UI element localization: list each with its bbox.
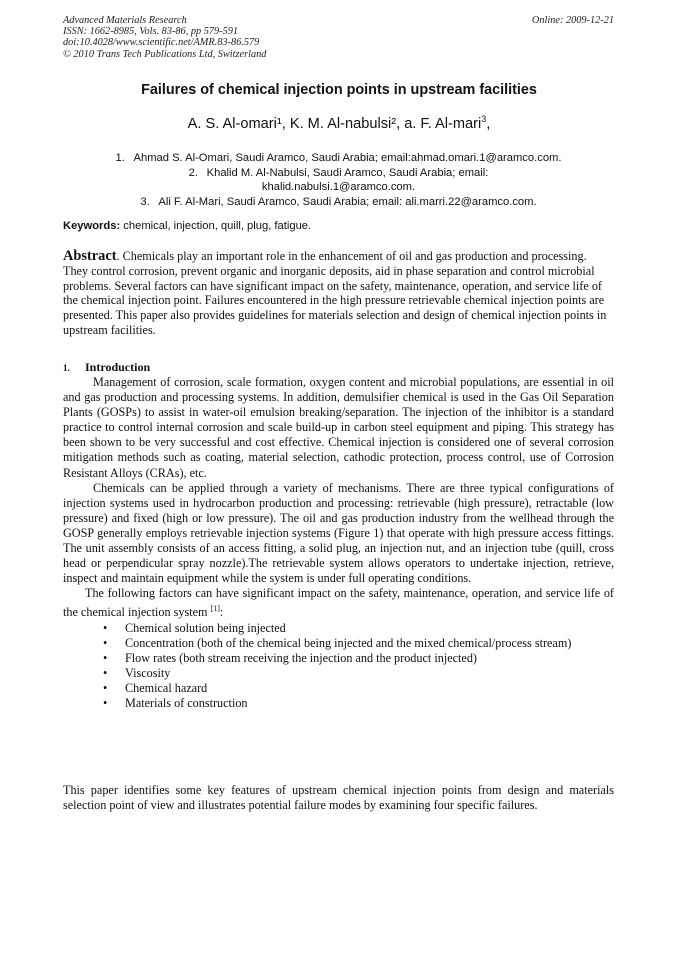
closing-paragraph: This paper identifies some key features of upstream chemical injection points from design and materials selection point of view and illustrates potential failure modes by examining four specific failures. [63,783,614,813]
author-line-end: , [486,116,491,132]
intro-paragraph-1: Management of corrosion, scale formation, oxygen content and microbial populations, are essential in oil and gas production and processing systems. In addition, demulsifier chemical is used in the Gas Oil Separation Plants (GOSPs) to assist in water-oil emulsion breaking/separation. The injection of the inhibitor is a standard practice to control internal corrosion and scale build-up in carbon steel equipment and piping. This strategy has been shown to be very successful and cost effective. Chemical injection is considered one of several corrosion mitigation methods such as coating, material selection, cathodic protection, process control, use of Corrosion Resistant Alloys (CRAs), etc. [63,375,614,480]
online-date: Online: 2009-12-21 [531,15,614,26]
list-item-text: Materials of construction [125,695,248,710]
author-3: a. F. Al-mari [404,116,482,132]
list-item [63,651,614,666]
journal-name: Advanced Materials Research [63,15,187,26]
affiliation-2-email[interactable]: khalid.nabulsi.1@aramco.com. [261,181,416,194]
reference-1[interactable]: [1] [210,604,220,614]
introduction-body [63,375,614,711]
journal-header [63,15,423,60]
keywords-text: chemical, injection, quill, plug, fatigue. [120,220,312,232]
affiliation-1 [63,151,614,166]
affiliation-3-text[interactable]: Ali F. Al-Mari, Saudi Aramco, Saudi Arabia; email: ali.marri.22@aramco.com. [158,195,537,208]
keywords-label: Keywords: [63,220,121,232]
abstract [63,249,614,338]
intro-paragraph-3-text: The following factors can have significant impact on the safety, maintenance, operation, and service life of the chemical injection system [63,586,614,620]
affiliation-3 [63,195,614,210]
affiliation-1-text[interactable]: Ahmad S. Al-Omari, Saudi Aramco, Saudi Arabia; email:ahmad.omari.1@aramco.com. [133,152,562,164]
intro-paragraph-2: Chemicals can be applied through a variety of mechanisms. There are three typical configurations of injection systems used in hydrocarbon production and processing: retrievable (high pressure), retractable (low pressure) and fixed (high or low pressure). The oil and gas production industry from the wellhead through the GOSP generally employs retrievable injection systems (Figure 1) that operate with high pressure access fittings. The unit assembly consists of an access fitting, a solid plug, an injection nut, and an injection tube (quill, cross head or perpendicular spray nozzle).The retrievable system allows operators to undertake injection, retrieve, inspect and maintain equipment while the system is under full operating conditions. [63,480,614,586]
list-item [63,666,614,681]
author-line [0,114,678,132]
affiliation-2-number: 2. [188,166,198,179]
doi-line[interactable]: doi:10.4028/www.scientific.net/AMR.83-86.579 [63,37,260,49]
list-item [63,696,614,711]
section-heading [63,360,150,375]
bullet-icon: • [103,635,108,650]
list-item-text: Flow rates (both stream receiving the injection and the product injected) [125,650,477,665]
section-number: 1. [63,363,70,373]
author-3-mark: 3 [481,114,487,124]
bullet-icon: • [103,650,108,665]
affiliation-2 [63,166,614,181]
affiliations [63,151,614,209]
abstract-text: . Chemicals play an important role in the enhancement of oil and gas production and processing. They control corrosion, prevent organic and inorganic deposits, aid in phase separation and control microbial problems. Several factors can have significant impact on the safety, maintenance, operation, and service life of the chemical injection point. Failures encountered in the high pressure retrievable chemical injection points are presented. This paper also provides guidelines for materials selection and design of chemical injection points in upstream facilities. [63,249,607,337]
list-item-text: Viscosity [125,665,171,680]
intro-paragraph-3 [63,586,614,620]
copyright-line: © 2010 Trans Tech Publications Ltd, Switzerland [63,48,267,60]
intro-paragraph-3-end: : [219,605,224,620]
bullet-icon: • [103,680,108,695]
bullet-icon: • [103,620,108,635]
factor-list [63,621,614,712]
list-item [63,681,614,696]
list-item-text: Chemical hazard [125,680,208,695]
keywords [63,220,614,232]
paper-title: Failures of chemical injection points in upstream facilities [141,82,537,98]
issn-line: ISSN: 1662-8985, Vols. 83-86, pp 579-591 [63,26,239,38]
abstract-label: Abstract [63,248,117,264]
affiliation-1-number: 1. [115,152,125,164]
author-2: K. M. Al-nabulsi², [289,116,405,132]
bullet-icon: • [103,695,108,710]
affiliation-2-text: Khalid M. Al-Nabulsi, Saudi Aramco, Saudi Arabia; email: [206,166,489,179]
author-1: A. S. Al-omari¹, [187,116,290,132]
bullet-icon: • [103,665,108,680]
section-title: Introduction [85,360,151,374]
affiliation-3-number: 3. [140,195,150,208]
list-item [63,636,614,651]
list-item [63,621,614,636]
list-item-text: Chemical solution being injected [125,620,286,635]
list-item-text: Concentration (both of the chemical being injected and the mixed chemical/process stream) [125,635,572,650]
